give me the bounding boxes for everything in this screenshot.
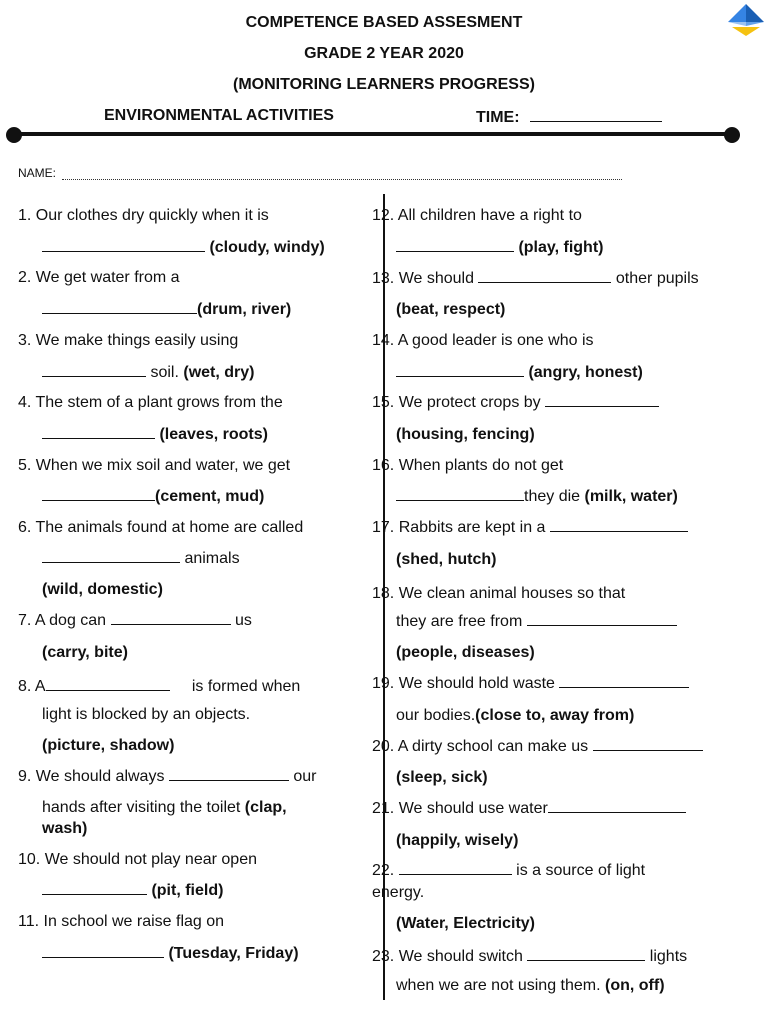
question-text-tail: our bbox=[293, 768, 317, 785]
question-text: 14. A good leader is one who is bbox=[372, 332, 594, 349]
question-text-tail: soil. bbox=[150, 364, 179, 381]
question-text-line2: energy. bbox=[372, 884, 425, 901]
answer-blank[interactable] bbox=[550, 517, 688, 532]
answer-blank[interactable] bbox=[593, 736, 703, 751]
question-text-tail: animals bbox=[184, 550, 240, 567]
rule-dot-right bbox=[724, 127, 740, 143]
answer-options-cont: wash) bbox=[42, 820, 88, 837]
answer-options: (sleep, sick) bbox=[396, 769, 488, 786]
question-text-tail: other pupils bbox=[615, 270, 699, 287]
time-field bbox=[476, 107, 662, 127]
question-text-tail: is a source of light bbox=[516, 862, 646, 879]
question-text: 17. Rabbits are kept in a bbox=[372, 519, 546, 536]
answer-options: (play, fight) bbox=[518, 239, 604, 256]
header-rule bbox=[14, 132, 732, 136]
answer-options: (wild, domestic) bbox=[42, 581, 163, 598]
question-text: 22. bbox=[372, 862, 395, 879]
time-blank bbox=[530, 107, 662, 122]
answer-options: (leaves, roots) bbox=[159, 426, 268, 443]
name-label: NAME: bbox=[18, 166, 57, 180]
question-text: 18. We clean animal houses so that bbox=[372, 585, 626, 602]
answer-options: (picture, shadow) bbox=[42, 737, 175, 754]
header-title: COMPETENCE BASED ASSESMENT bbox=[245, 14, 523, 31]
question-text: 21. We should use water bbox=[372, 800, 548, 817]
question-text-tail: they die bbox=[524, 488, 581, 505]
question-text-tail: is formed when bbox=[191, 678, 301, 695]
subject-label: ENVIRONMENTAL ACTIVITIES bbox=[104, 107, 334, 124]
answer-options: (close to, away from) bbox=[475, 707, 635, 724]
answer-blank[interactable] bbox=[42, 237, 205, 252]
answer-options: (happily, wisely) bbox=[396, 832, 519, 849]
question-text: 1. Our clothes dry quickly when it is bbox=[18, 207, 269, 224]
question-text: 16. When plants do not get bbox=[372, 457, 564, 474]
answer-options: (beat, respect) bbox=[396, 301, 506, 318]
question-text: 5. When we mix soil and water, we get bbox=[18, 457, 291, 474]
name-blank[interactable] bbox=[62, 179, 622, 180]
answer-options: (pit, field) bbox=[151, 882, 224, 899]
question-text: 19. We should hold waste bbox=[372, 675, 555, 692]
question-text-line2: light is blocked by an objects. bbox=[42, 706, 251, 723]
question-text: 11. In school we raise flag on bbox=[18, 913, 225, 930]
blue-diamond-logo-icon bbox=[724, 2, 768, 38]
question-text: 4. The stem of a plant grows from the bbox=[18, 394, 283, 411]
question-text-line2: our bodies. bbox=[396, 707, 476, 724]
question-text: 12. All children have a right to bbox=[372, 207, 582, 224]
answer-options: (on, off) bbox=[605, 977, 665, 994]
answer-options: (wet, dry) bbox=[183, 364, 255, 381]
answer-blank[interactable] bbox=[169, 766, 289, 781]
question-text-line2: hands after visiting the toilet bbox=[42, 799, 241, 816]
answer-blank[interactable] bbox=[42, 880, 147, 895]
answer-options: (cement, mud) bbox=[155, 488, 265, 505]
answer-options: (shed, hutch) bbox=[396, 551, 497, 568]
question-text: 23. We should switch bbox=[372, 948, 523, 965]
header-subtitle: (MONITORING LEARNERS PROGRESS) bbox=[233, 76, 535, 93]
question-text: 15. We protect crops by bbox=[372, 394, 541, 411]
answer-options: (cloudy, windy) bbox=[209, 239, 325, 256]
answer-blank[interactable] bbox=[46, 676, 170, 691]
answer-blank[interactable] bbox=[527, 946, 645, 961]
answer-blank[interactable] bbox=[548, 798, 686, 813]
answer-options: (clap, bbox=[244, 799, 287, 816]
rule-dot-left bbox=[6, 127, 22, 143]
time-label: TIME: bbox=[476, 109, 520, 126]
question-text-tail: lights bbox=[649, 948, 688, 965]
question-text: 3. We make things easily using bbox=[18, 332, 239, 349]
answer-blank[interactable] bbox=[42, 362, 146, 377]
answer-options: (housing, fencing) bbox=[396, 426, 535, 443]
question-text-line2: they are free from bbox=[396, 613, 523, 630]
answer-options: (milk, water) bbox=[584, 488, 678, 505]
question-text: 10. We should not play near open bbox=[18, 851, 257, 868]
question-text: 2. We get water from a bbox=[18, 269, 180, 286]
answer-blank[interactable] bbox=[478, 268, 611, 283]
question-text: 13. We should bbox=[372, 270, 474, 287]
answer-blank[interactable] bbox=[527, 611, 677, 626]
answer-blank[interactable] bbox=[42, 943, 164, 958]
answer-blank[interactable] bbox=[42, 548, 180, 563]
answer-options: (angry, honest) bbox=[528, 364, 643, 381]
answer-blank[interactable] bbox=[42, 424, 155, 439]
answer-options: (carry, bite) bbox=[42, 644, 128, 661]
question-text-line2: when we are not using them. bbox=[396, 977, 601, 994]
question-text: 7. A dog can bbox=[18, 612, 107, 629]
answer-options: (drum, river) bbox=[197, 301, 292, 318]
answer-blank[interactable] bbox=[396, 362, 524, 377]
answer-blank[interactable] bbox=[42, 299, 197, 314]
question-text: 8. A bbox=[18, 678, 46, 695]
question-text: 20. A dirty school can make us bbox=[372, 738, 589, 755]
answer-options: (Water, Electricity) bbox=[396, 915, 536, 932]
answer-blank[interactable] bbox=[111, 610, 231, 625]
answer-blank[interactable] bbox=[396, 237, 514, 252]
question-text-tail: us bbox=[234, 612, 252, 629]
header-grade: GRADE 2 YEAR 2020 bbox=[304, 45, 464, 62]
question-text: 6. The animals found at home are called bbox=[18, 519, 304, 536]
answer-options: (Tuesday, Friday) bbox=[168, 945, 299, 962]
answer-blank[interactable] bbox=[42, 486, 155, 501]
answer-blank[interactable] bbox=[545, 392, 659, 407]
answer-blank[interactable] bbox=[396, 486, 524, 501]
question-text: 9. We should always bbox=[18, 768, 165, 785]
answer-options: (people, diseases) bbox=[396, 644, 535, 661]
answer-blank[interactable] bbox=[399, 860, 512, 875]
answer-blank[interactable] bbox=[559, 673, 689, 688]
